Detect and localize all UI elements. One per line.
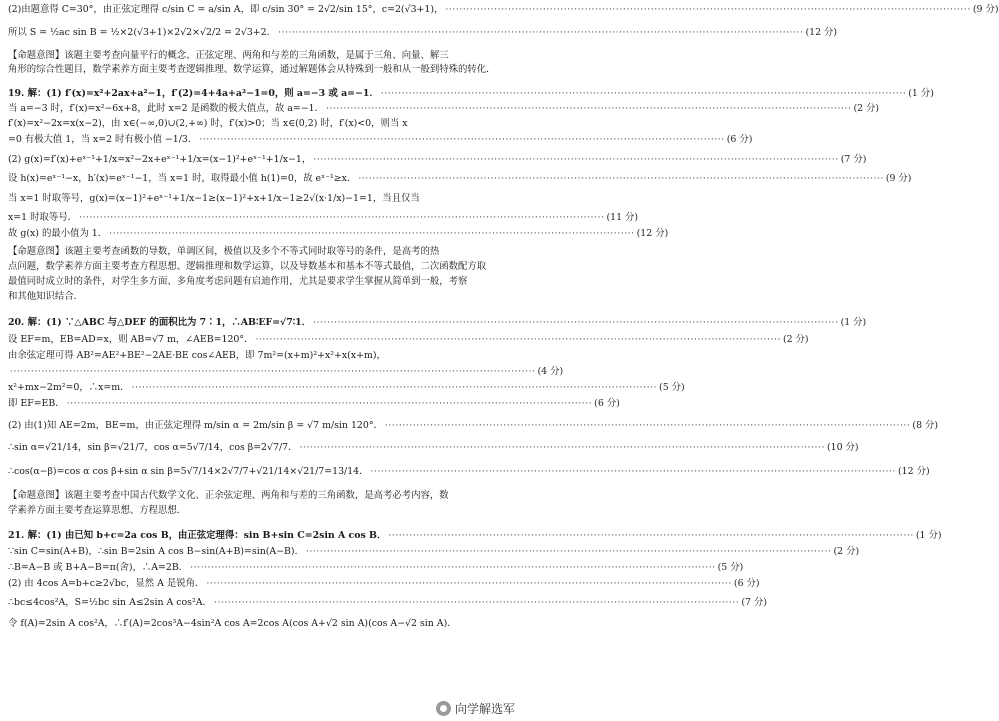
answer-line-20-1 bbox=[8, 317, 867, 329]
score-marker: (7 分) bbox=[741, 597, 767, 608]
score-marker: (9 分) bbox=[972, 4, 999, 15]
answer-line bbox=[8, 228, 669, 240]
answer-line bbox=[8, 442, 859, 454]
score-marker: (12 分) bbox=[898, 466, 930, 477]
answer-line bbox=[8, 546, 860, 558]
intent-note-line bbox=[8, 64, 514, 76]
wechat-logo-icon bbox=[436, 701, 451, 716]
line-text: (2) 由(1)知 AE=2m，BE=m，由正弦定理得 m/sin α = 2m/sin β = √7 m/sin 120°． bbox=[8, 420, 383, 431]
answer-line bbox=[8, 618, 514, 630]
dot-leader bbox=[278, 27, 804, 39]
line-text: 20. 解：(1) ∵△ABC 与△DEF 的面积比为 7∶1，∴AB∶EF=√7∶1． bbox=[8, 317, 312, 328]
dot-leader bbox=[255, 334, 781, 346]
dot-leader bbox=[381, 88, 907, 100]
intent-note-line bbox=[8, 276, 514, 288]
line-text: ∴bc≤4cos²A，S=½bc sin A≤2sin A cos²A． bbox=[8, 597, 212, 608]
dot-leader bbox=[190, 562, 716, 574]
answer-line bbox=[8, 466, 930, 478]
line-text: 由余弦定理可得 AB²=AE²+BE²−2AE·BE cos∠AEB，即 7m²=(x+m)²+x²+x(x+m)， bbox=[8, 350, 386, 361]
dot-leader bbox=[358, 173, 884, 185]
answer-line-2 bbox=[8, 27, 838, 39]
score-marker: (8 分) bbox=[912, 420, 939, 431]
line-text: 点问题，数学素养方面主要考查方程思想、逻辑推理和数学运算，以及导数基本和基本不等式最值，二次函数配方取 bbox=[8, 261, 487, 272]
answer-line bbox=[8, 420, 939, 432]
score-marker: (6 分) bbox=[733, 578, 760, 589]
dot-leader bbox=[199, 134, 725, 146]
score-marker: (1 分) bbox=[915, 530, 942, 541]
answer-line bbox=[8, 193, 514, 205]
intent-note-line bbox=[8, 291, 514, 303]
answer-line bbox=[8, 118, 514, 130]
line-text: 【命题意图】该题主要考查中国古代数学文化、正余弦定理、两角和与差的三角函数，是高考必考内容，数 bbox=[8, 490, 449, 501]
score-marker: (9 分) bbox=[885, 173, 912, 184]
answer-line bbox=[8, 597, 767, 609]
score-marker: (2 分) bbox=[782, 334, 809, 345]
score-marker: (5 分) bbox=[717, 562, 744, 573]
line-text: 和其他知识结合． bbox=[8, 291, 84, 302]
line-text: x²+mx−2m²=0，∴x=m． bbox=[8, 382, 130, 393]
dot-leader bbox=[313, 317, 839, 329]
dot-leader bbox=[326, 103, 852, 115]
answer-line-19-1 bbox=[8, 88, 934, 100]
answer-line bbox=[8, 212, 639, 224]
dot-leader bbox=[132, 382, 658, 394]
dot-leader bbox=[385, 420, 911, 432]
score-marker: (12 分) bbox=[805, 27, 838, 38]
line-text: 【命题意图】该题主要考查向量平行的概念、正弦定理、两角和与差的三角函数，是属于三角、向量、解三 bbox=[8, 50, 449, 61]
watermark bbox=[433, 699, 518, 718]
intent-note-line bbox=[8, 50, 514, 62]
answer-line bbox=[8, 334, 809, 346]
dot-leader bbox=[388, 530, 914, 542]
dot-leader bbox=[445, 4, 971, 16]
score-marker: (2 分) bbox=[853, 103, 880, 114]
answer-line bbox=[8, 154, 867, 166]
answer-line-1 bbox=[8, 4, 999, 16]
score-marker: (5 分) bbox=[659, 382, 685, 393]
line-text: 故 g(x) 的最小值为 1． bbox=[8, 228, 108, 239]
line-text: (2) 由 4cos A=b+c≥2√bc，显然 A 是锐角． bbox=[8, 578, 205, 589]
dot-leader bbox=[79, 212, 605, 224]
line-text: 角形的综合性题目，数学素养方面主要考查逻辑推理、数学运算，通过解题体会从特殊到一般和从一般到特殊的转化． bbox=[8, 64, 496, 75]
line-text: 【命题意图】该题主要考查函数的导数，单调区间，极值以及多个不等式同时取等号的条件，是高考的热 bbox=[8, 246, 440, 257]
score-marker: (6 分) bbox=[726, 134, 753, 145]
intent-note-line bbox=[8, 261, 514, 273]
score-marker: (7 分) bbox=[840, 154, 867, 165]
answer-line bbox=[8, 103, 880, 115]
line-text: 设 EF=m，EB=AD=x，则 AB=√7 m，∠AEB=120°． bbox=[8, 334, 254, 345]
line-text: ∴sin α=√21/14，sin β=√21/7，cos α=5√7/14，cos β=2√7/7． bbox=[8, 442, 298, 453]
dot-leader bbox=[313, 154, 839, 166]
line-text: 最值同时成立时的条件，对学生多方面、多角度考虑问题有启迪作用，尤其是要求学生掌握从简单到一般，考察 bbox=[8, 276, 468, 287]
score-marker: (4 分) bbox=[537, 366, 564, 377]
answer-line-21-1 bbox=[8, 530, 942, 542]
answer-line bbox=[8, 562, 744, 574]
line-text: f′(x)=x²−2x=x(x−2)，由 x∈(−∞,0)∪(2,+∞) 时，f′(x)>0；当 x∈(0,2) 时，f′(x)<0，则当 x bbox=[8, 118, 408, 129]
answer-line bbox=[8, 173, 912, 185]
score-marker: (11 分) bbox=[606, 212, 639, 223]
intent-note-line bbox=[8, 246, 514, 258]
line-text: ∵sin C=sin(A+B)，∴sin B=2sin A cos B−sin(A+B)=sin(A−B)． bbox=[8, 546, 304, 557]
dot-leader bbox=[109, 228, 635, 240]
line-text: x=1 时取等号． bbox=[8, 212, 77, 223]
answer-line bbox=[8, 134, 753, 146]
intent-note-line bbox=[8, 490, 514, 502]
answer-line bbox=[8, 350, 514, 362]
line-text: 19. 解：(1) f′(x)=x²+2ax+a²−1，f′(2)=4+4a+a²−1=0，则 a=−3 或 a=−1． bbox=[8, 88, 379, 99]
line-text: 21. 解：(1) 由已知 b+c=2a cos B，由正弦定理得：sin B+sin C=2sin A cos B． bbox=[8, 530, 387, 541]
score-marker: (1 分) bbox=[840, 317, 867, 328]
line-text: 即 EF=EB． bbox=[8, 398, 65, 409]
answer-line bbox=[8, 382, 685, 394]
score-marker: (12 分) bbox=[636, 228, 669, 239]
line-text: 学素养方面主要考查运算思想、方程思想． bbox=[8, 505, 187, 516]
dot-leader bbox=[306, 546, 832, 558]
answer-line bbox=[8, 578, 760, 590]
dot-leader bbox=[299, 442, 825, 454]
dot-leader bbox=[214, 597, 740, 609]
dot-leader bbox=[10, 366, 536, 378]
dot-leader bbox=[371, 466, 897, 478]
line-text: ∴B=A−B 或 B+A−B=π(舍)，∴A=2B． bbox=[8, 562, 189, 573]
line-text: 令 f(A)=2sin A cos²A，∴f′(A)=2cos³A−4sin²A cos A=2cos A(cos A+√2 sin A)(cos A−√2 sin A)． bbox=[8, 618, 457, 629]
watermark-text: 向学解选军 bbox=[454, 702, 515, 716]
score-marker: (1 分) bbox=[908, 88, 934, 99]
line-text: 当 x=1 时取等号，g(x)=(x−1)²+eˣ⁻¹+1/x−1≥(x−1)²+x+1/x−1≥2√(x·1/x)−1=1，当且仅当 bbox=[8, 193, 420, 204]
line-text: =0 有极大值 1，当 x=2 时有极小值 −1/3． bbox=[8, 134, 198, 145]
line-text: (2)由题意得 C=30°，由正弦定理得 c/sin C = a/sin A，即 c/sin 30° = 2√2/sin 15°，c=2(√3+1)， bbox=[8, 4, 444, 15]
intent-note-line bbox=[8, 505, 514, 517]
line-text: (2) g(x)=f′(x)+eˣ⁻¹+1/x=x²−2x+eˣ⁻¹+1/x=(x−1)²+eˣ⁻¹+1/x−1， bbox=[8, 154, 312, 165]
dot-leader bbox=[67, 398, 593, 410]
score-marker: (10 分) bbox=[826, 442, 859, 453]
line-text: 当 a=−3 时，f′(x)=x²−6x+8，此时 x=2 是函数的极大值点，故 a=−1． bbox=[8, 103, 324, 114]
line-text: ∴cos(α−β)=cos α cos β+sin α sin β=5√7/14×2√7/7+√21/14×√21/7=13/14． bbox=[8, 466, 369, 477]
line-text: 设 h(x)=eˣ⁻¹−x，h′(x)=eˣ⁻¹−1，当 x=1 时，取得最小值 h(1)=0，故 eˣ⁻¹≥x． bbox=[8, 173, 357, 184]
dot-leader bbox=[206, 578, 732, 590]
score-marker: (2 分) bbox=[833, 546, 860, 557]
answer-line bbox=[8, 366, 564, 378]
answer-line bbox=[8, 398, 620, 410]
line-text: 所以 S = ½ac sin B = ½×2(√3+1)×2√2×√2/2 = 2√3+2． bbox=[8, 27, 276, 38]
score-marker: (6 分) bbox=[594, 398, 620, 409]
